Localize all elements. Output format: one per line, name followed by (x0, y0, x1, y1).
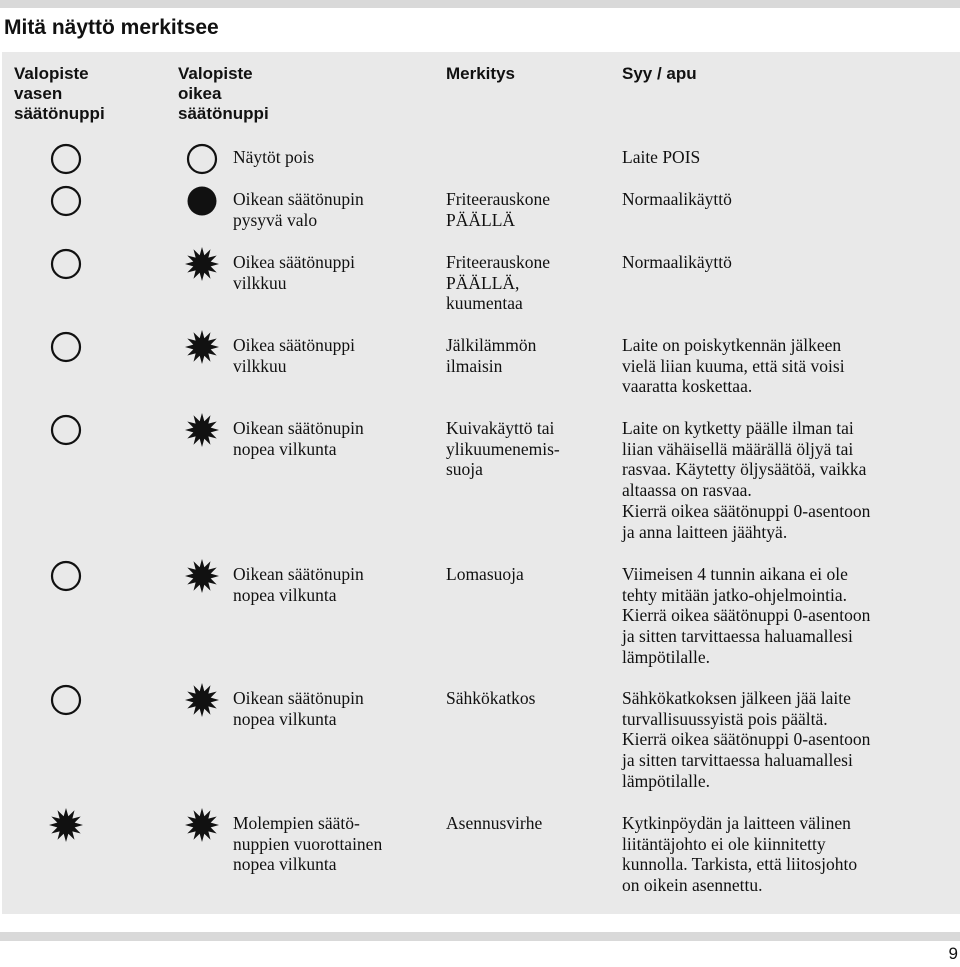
right-filled-circle-icon (184, 183, 220, 219)
status-description: Molempien säätö- nuppien vuorottainen nopea vilkunta (233, 813, 383, 875)
right-starburst-icon (184, 807, 220, 843)
header-cause: Syy / apu (622, 64, 697, 83)
status-meaning: Asennusvirhe (446, 813, 543, 833)
right-starburst-icon (184, 682, 220, 718)
status-description: Oikean säätönupin nopea vilkunta (233, 688, 364, 729)
status-meaning: Sähkökatkos (446, 688, 536, 708)
status-meaning: Friteerauskone PÄÄLLÄ, kuumentaa (446, 252, 550, 314)
bottom-divider-bar (0, 932, 960, 941)
left-empty-circle-icon (48, 412, 84, 448)
left-empty-circle-icon (48, 141, 84, 177)
status-cause: Kytkinpöydän ja laitteen välinen liitäntäjohto ei ole kiinnitetty kunnolla. Tarkista, että liitosjohto on oikein asennettu. (622, 813, 858, 896)
status-meaning: Friteerauskone PÄÄLLÄ (446, 189, 550, 230)
status-description: Oikea säätönuppi vilkkuu (233, 335, 355, 376)
status-meaning: Kuivakäyttö tai ylikuumenemis- suoja (446, 418, 560, 480)
status-description: Oikean säätönupin nopea vilkunta (233, 564, 364, 605)
right-starburst-icon (184, 329, 220, 365)
left-empty-circle-icon (48, 183, 84, 219)
status-cause: Sähkökatkoksen jälkeen jää laite turvallisuussyistä pois päältä. Kierrä oikea säätönuppi 0-asentoon ja sitten tarvittaessa haluamallesi lämpötilalle. (622, 688, 871, 791)
page-number: 9 (948, 944, 958, 963)
status-table (2, 52, 960, 914)
left-empty-circle-icon (48, 682, 84, 718)
right-starburst-icon (184, 412, 220, 448)
left-empty-circle-icon (48, 558, 84, 594)
status-meaning: Jälkilämmön ilmaisin (446, 335, 537, 376)
right-starburst-icon (184, 246, 220, 282)
status-cause: Viimeisen 4 tunnin aikana ei ole tehty mitään jatko-ohjelmointia. Kierrä oikea säätönuppi 0-asentoon ja sitten tarvittaessa haluamallesi lämpötilalle. (622, 564, 871, 667)
status-cause: Normaalikäyttö (622, 252, 732, 272)
header-left-knob: Valopiste vasen säätönuppi (14, 64, 105, 123)
right-empty-circle-icon (184, 141, 220, 177)
status-cause: Laite POIS (622, 147, 701, 167)
status-cause: Normaalikäyttö (622, 189, 732, 209)
status-description: Oikean säätönupin nopea vilkunta (233, 418, 364, 459)
status-description: Oikea säätönuppi vilkkuu (233, 252, 355, 293)
status-cause: Laite on poiskytkennän jälkeen vielä liian kuuma, että sitä voisi vaaratta koskettaa. (622, 335, 845, 397)
page-title: Mitä näyttö merkitsee (4, 16, 219, 39)
header-meaning: Merkitys (446, 64, 515, 83)
right-starburst-icon (184, 558, 220, 594)
left-empty-circle-icon (48, 246, 84, 282)
status-cause: Laite on kytketty päälle ilman tai liian vähäisellä määrällä öljyä tai rasvaa. Käytetty öljysäätöä, vaikka altaassa on rasvaa. Kierrä oikea säätönuppi 0-asentoon ja anna laitteen jäähtyä. (622, 418, 871, 542)
header-right-knob: Valopiste oikea säätönuppi (178, 64, 269, 123)
left-starburst-icon (48, 807, 84, 843)
status-description: Oikean säätönupin pysyvä valo (233, 189, 364, 230)
left-empty-circle-icon (48, 329, 84, 365)
status-description: Näytöt pois (233, 147, 315, 167)
top-divider-bar (0, 0, 960, 8)
status-meaning: Lomasuoja (446, 564, 524, 584)
